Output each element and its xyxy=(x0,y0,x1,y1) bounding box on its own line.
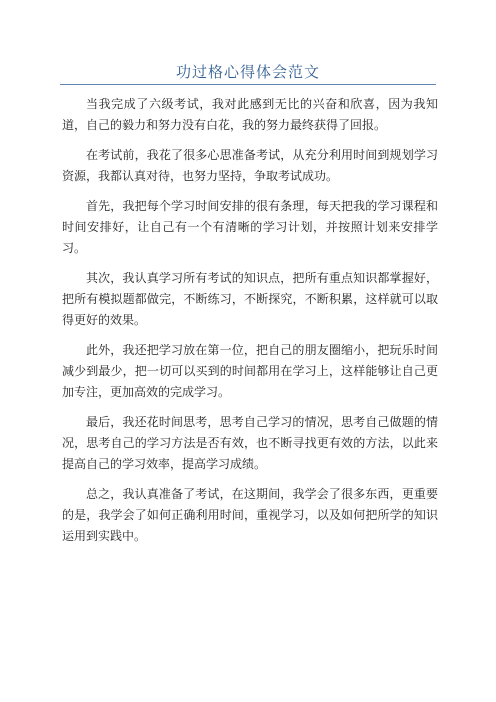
paragraph-5: 此外，我还把学习放在第一位，把自己的朋友圈缩小，把玩乐时间减少到最少，把一切可以买到的时间都用在学习上，这样能够让自己更加专注，更加高效的完成学习。 xyxy=(62,343,438,399)
paragraph-2: 在考试前，我花了很多心思准备考试，从充分利用时间到规划学习资源，我都认真对待，也努力坚持，争取考试成功。 xyxy=(62,148,438,183)
paragraph-4: 其次，我认真学习所有考试的知识点，把所有重点知识都掌握好，把所有模拟题都做完，不断练习，不断探究，不断积累，这样就可以取得更好的效果。 xyxy=(62,271,438,327)
title-underline xyxy=(60,84,436,85)
paragraph-6: 最后，我还花时间思考，思考自己学习的情况，思考自己做题的情况，思考自己的学习方法是否有效，也不断寻找更有效的方法，以此来提高自己的学习效率，提高学习成绩。 xyxy=(62,415,438,471)
paragraph-7: 总之，我认真准备了考试，在这期间，我学会了很多东西，更重要的是，我学会了如何正确利用时间，重视学习，以及如何把所学的知识运用到实践中。 xyxy=(62,487,438,543)
paragraph-3: 首先，我把每个学习时间安排的很有条理，每天把我的学习课程和时间安排好，让自己有一个有清晰的学习计划，并按照计划来安排学习。 xyxy=(62,199,438,255)
paragraph-1: 当我完成了六级考试，我对此感到无比的兴奋和欣喜，因为我知道，自己的毅力和努力没有白花，我的努力最终获得了回报。 xyxy=(62,97,438,132)
document-title: 功过格心得体会范文 xyxy=(175,63,320,81)
document-body xyxy=(62,94,438,556)
